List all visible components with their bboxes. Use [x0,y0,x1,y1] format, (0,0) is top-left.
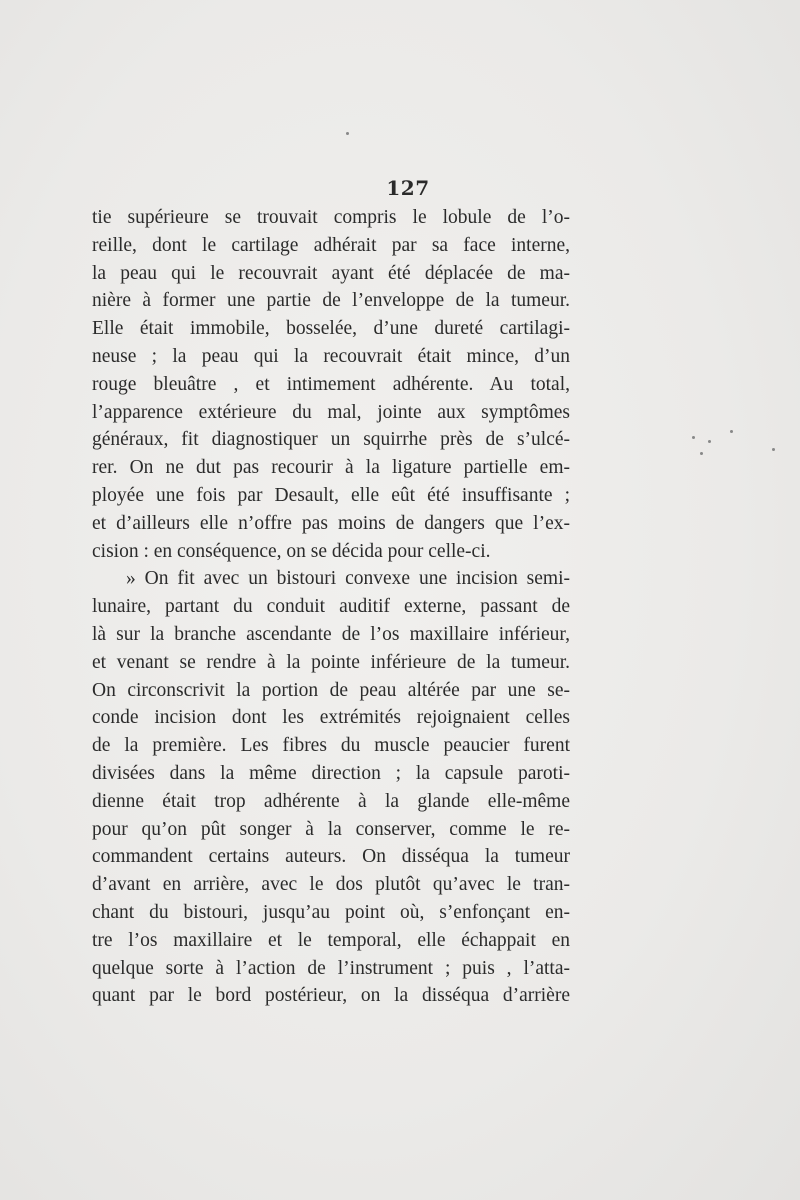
text-line: divisées dans la même direction ; la capsule paroti- [92,762,570,784]
text-line: d’avant en arrière, avec le dos plutôt qu’avec le tran- [92,874,570,896]
text-line: On circonscrivit la portion de peau altérée par une se- [92,679,570,701]
text-line: Elle était immobile, bosselée, d’une dureté cartilagi- [92,318,570,340]
body-text [92,204,570,1010]
text-line: dienne était trop adhérente à la glande elle-même [92,790,570,812]
text-line: tie supérieure se trouvait compris le lobule de l’o- [92,207,570,228]
paper-speck [730,430,733,433]
text-line: pour qu’on pût songer à la conserver, comme le re- [92,818,570,840]
text-line: chant du bistouri, jusqu’au point où, s’enfonçant en- [92,901,570,923]
paper-speck [772,448,775,451]
text-line: et venant se rendre à la pointe inférieure de la tumeur. [92,651,570,673]
text-line: l’apparence extérieure du mal, jointe aux symptômes [92,401,570,423]
paper-speck [346,132,349,135]
text-line: ployée une fois par Desault, elle eût été insuffisante ; [92,484,570,506]
page-number-text: 127 [386,176,430,200]
text-line: de la première. Les fibres du muscle peaucier furent [92,735,570,757]
paper-speck [692,436,695,439]
text-line: là sur la branche ascendante de l’os maxillaire inférieur, [92,623,570,645]
text-line: neuse ; la peau qui la recouvrait était mince, d’un [92,345,570,367]
text-line: rouge bleuâtre , et intimement adhérente. Au total, [92,373,570,395]
text-line: généraux, fit diagnostiquer un squirrhe près de s’ulcé- [92,429,570,451]
page-number [0,176,800,200]
text-line: reille, dont le cartilage adhérait par sa face interne, [92,234,570,256]
paper-speck [708,440,711,443]
text-line: nière à former une partie de l’enveloppe de la tumeur. [92,290,570,312]
text-line: et d’ailleurs elle n’offre pas moins de dangers que l’ex- [92,512,570,534]
text-line: quelque sorte à l’action de l’instrument ; puis , l’atta- [92,957,570,979]
text-line: conde incision dont les extrémités rejoignaient celles [92,707,570,729]
text-line: commandent certains auteurs. On disséqua la tumeur [92,846,570,868]
text-line: rer. On ne dut pas recourir à la ligature partielle em- [92,457,570,479]
paper-speck [700,452,703,455]
text-line: la peau qui le recouvrait ayant été déplacée de ma- [92,262,570,284]
text-line: tre l’os maxillaire et le temporal, elle échappait en [92,929,570,951]
text-line: quant par le bord postérieur, on la disséqua d’arrière [92,985,570,1007]
text-line: lunaire, partant du conduit auditif externe, passant de [92,596,570,618]
text-line: » On fit avec un bistouri convexe une incision semi- [126,568,570,590]
text-line: cision : en conséquence, on se décida pour celle-ci. [92,540,491,562]
